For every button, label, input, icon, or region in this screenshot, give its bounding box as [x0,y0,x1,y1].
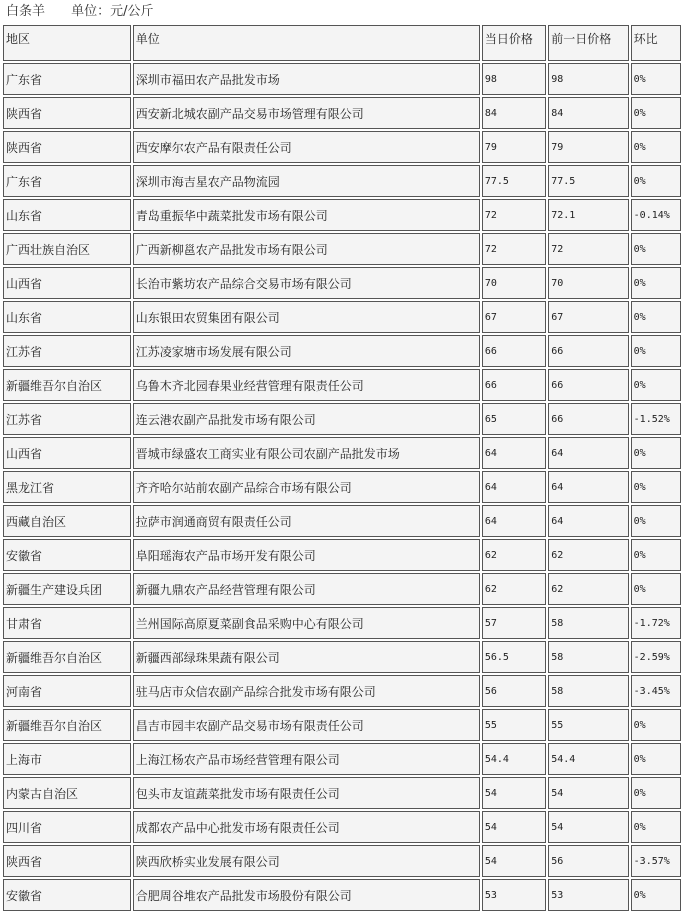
table-row [3,199,681,231]
cell-today-price: 62 [482,539,546,571]
cell-today-price: 70 [482,267,546,299]
cell-change: 0% [631,165,681,197]
cell-change: 0% [631,97,681,129]
cell-region: 广东省 [3,165,131,197]
product-name: 白条羊 [6,4,46,19]
header-prev-price: 前一日价格 [548,25,628,61]
cell-region: 广西壮族自治区 [3,233,131,265]
table-row [3,811,681,843]
cell-region: 河南省 [3,675,131,707]
cell-prev-price: 70 [548,267,628,299]
cell-unit: 山东银田农贸集团有限公司 [133,301,480,333]
table-row [3,573,681,605]
cell-change: 0% [631,743,681,775]
header-region: 地区 [3,25,131,61]
table-row [3,641,681,673]
cell-change: 0% [631,437,681,469]
cell-change: -3.45% [631,675,681,707]
cell-prev-price: 66 [548,369,628,401]
cell-today-price: 67 [482,301,546,333]
cell-today-price: 64 [482,471,546,503]
cell-today-price: 65 [482,403,546,435]
cell-prev-price: 64 [548,437,628,469]
cell-change: 0% [631,267,681,299]
cell-today-price: 64 [482,437,546,469]
cell-region: 黑龙江省 [3,471,131,503]
cell-today-price: 54.4 [482,743,546,775]
cell-prev-price: 62 [548,539,628,571]
cell-region: 四川省 [3,811,131,843]
cell-change: 0% [631,539,681,571]
cell-change: -2.59% [631,641,681,673]
cell-change: 0% [631,811,681,843]
cell-change: 0% [631,369,681,401]
unit-label: 单位：元/公斤 [71,4,154,19]
cell-prev-price: 54 [548,777,628,809]
cell-region: 安徽省 [3,539,131,571]
cell-unit: 西安摩尔农产品有限责任公司 [133,131,480,163]
cell-today-price: 66 [482,335,546,367]
cell-unit: 包头市友谊蔬菜批发市场有限责任公司 [133,777,480,809]
table-row [3,267,681,299]
cell-change: 0% [631,131,681,163]
cell-prev-price: 98 [548,63,628,95]
table-row [3,335,681,367]
cell-prev-price: 62 [548,573,628,605]
cell-today-price: 55 [482,709,546,741]
cell-unit: 深圳市福田农产品批发市场 [133,63,480,95]
table-row [3,505,681,537]
cell-unit: 连云港农副产品批发市场有限公司 [133,403,480,435]
table-row [3,301,681,333]
header-today-price: 当日价格 [482,25,546,61]
cell-region: 山西省 [3,437,131,469]
cell-region: 新疆维吾尔自治区 [3,641,131,673]
cell-today-price: 53 [482,879,546,911]
cell-prev-price: 56 [548,845,628,877]
header-row [3,25,681,61]
cell-prev-price: 54.4 [548,743,628,775]
cell-region: 山西省 [3,267,131,299]
cell-region: 山东省 [3,199,131,231]
cell-change: -0.14% [631,199,681,231]
table-row [3,233,681,265]
table-row [3,63,681,95]
cell-unit: 新疆九鼎农产品经营管理有限公司 [133,573,480,605]
cell-today-price: 64 [482,505,546,537]
cell-unit: 长治市紫坊农产品综合交易市场有限公司 [133,267,480,299]
cell-change: 0% [631,471,681,503]
table-row [3,403,681,435]
cell-unit: 新疆西部绿珠果蔬有限公司 [133,641,480,673]
cell-region: 江苏省 [3,335,131,367]
cell-unit: 乌鲁木齐北园春果业经营管理有限责任公司 [133,369,480,401]
cell-prev-price: 66 [548,335,628,367]
cell-today-price: 54 [482,811,546,843]
cell-prev-price: 84 [548,97,628,129]
cell-change: -3.57% [631,845,681,877]
cell-region: 内蒙古自治区 [3,777,131,809]
cell-change: 0% [631,709,681,741]
cell-region: 山东省 [3,301,131,333]
table-row [3,471,681,503]
cell-region: 西藏自治区 [3,505,131,537]
table-row [3,879,681,911]
table-row [3,743,681,775]
cell-prev-price: 64 [548,505,628,537]
cell-change: 0% [631,63,681,95]
table-row [3,845,681,877]
cell-prev-price: 66 [548,403,628,435]
cell-region: 新疆维吾尔自治区 [3,369,131,401]
cell-prev-price: 58 [548,607,628,639]
price-table [1,23,683,913]
cell-change: -1.72% [631,607,681,639]
cell-unit: 合肥周谷堆农产品批发市场股份有限公司 [133,879,480,911]
table-row [3,165,681,197]
cell-unit: 深圳市海吉星农产品物流园 [133,165,480,197]
cell-unit: 阜阳瑶海农产品市场开发有限公司 [133,539,480,571]
cell-today-price: 57 [482,607,546,639]
cell-unit: 陕西欣桥实业发展有限公司 [133,845,480,877]
cell-prev-price: 79 [548,131,628,163]
table-row [3,97,681,129]
cell-today-price: 79 [482,131,546,163]
header-unit: 单位 [133,25,480,61]
cell-change: 0% [631,233,681,265]
cell-unit: 拉萨市润通商贸有限责任公司 [133,505,480,537]
table-row [3,131,681,163]
cell-unit: 上海江杨农产品市场经营管理有限公司 [133,743,480,775]
table-row [3,607,681,639]
cell-unit: 广西新柳邕农产品批发市场有限公司 [133,233,480,265]
cell-prev-price: 55 [548,709,628,741]
cell-prev-price: 54 [548,811,628,843]
cell-prev-price: 53 [548,879,628,911]
cell-today-price: 66 [482,369,546,401]
cell-today-price: 72 [482,233,546,265]
cell-today-price: 84 [482,97,546,129]
cell-change: 0% [631,505,681,537]
cell-region: 上海市 [3,743,131,775]
cell-unit: 昌吉市园丰农副产品交易市场有限责任公司 [133,709,480,741]
cell-unit: 成都农产品中心批发市场有限责任公司 [133,811,480,843]
cell-change: 0% [631,879,681,911]
cell-today-price: 62 [482,573,546,605]
cell-prev-price: 77.5 [548,165,628,197]
cell-today-price: 56.5 [482,641,546,673]
table-body [3,25,681,911]
cell-region: 广东省 [3,63,131,95]
cell-today-price: 54 [482,777,546,809]
cell-region: 江苏省 [3,403,131,435]
table-row [3,709,681,741]
cell-region: 陕西省 [3,845,131,877]
cell-unit: 兰州国际高原夏菜副食品采购中心有限公司 [133,607,480,639]
table-caption [0,0,684,24]
cell-prev-price: 67 [548,301,628,333]
cell-region: 陕西省 [3,131,131,163]
cell-region: 安徽省 [3,879,131,911]
table-row [3,437,681,469]
cell-today-price: 98 [482,63,546,95]
cell-change: 0% [631,777,681,809]
cell-region: 新疆生产建设兵团 [3,573,131,605]
cell-unit: 江苏凌家塘市场发展有限公司 [133,335,480,367]
cell-change: -1.52% [631,403,681,435]
cell-unit: 驻马店市众信农副产品综合批发市场有限公司 [133,675,480,707]
cell-unit: 齐齐哈尔站前农副产品综合市场有限公司 [133,471,480,503]
cell-today-price: 72 [482,199,546,231]
cell-today-price: 54 [482,845,546,877]
table-row [3,539,681,571]
cell-today-price: 56 [482,675,546,707]
cell-prev-price: 58 [548,675,628,707]
table-row [3,369,681,401]
cell-change: 0% [631,335,681,367]
cell-region: 新疆维吾尔自治区 [3,709,131,741]
cell-today-price: 77.5 [482,165,546,197]
cell-unit: 青岛重振华中蔬菜批发市场有限公司 [133,199,480,231]
header-change: 环比 [631,25,681,61]
cell-region: 甘肃省 [3,607,131,639]
cell-prev-price: 72.1 [548,199,628,231]
cell-unit: 西安新北城农副产品交易市场管理有限公司 [133,97,480,129]
cell-region: 陕西省 [3,97,131,129]
table-row [3,777,681,809]
cell-prev-price: 58 [548,641,628,673]
cell-prev-price: 64 [548,471,628,503]
cell-change: 0% [631,301,681,333]
cell-prev-price: 72 [548,233,628,265]
cell-unit: 晋城市绿盛农工商实业有限公司农副产品批发市场 [133,437,480,469]
cell-change: 0% [631,573,681,605]
table-row [3,675,681,707]
